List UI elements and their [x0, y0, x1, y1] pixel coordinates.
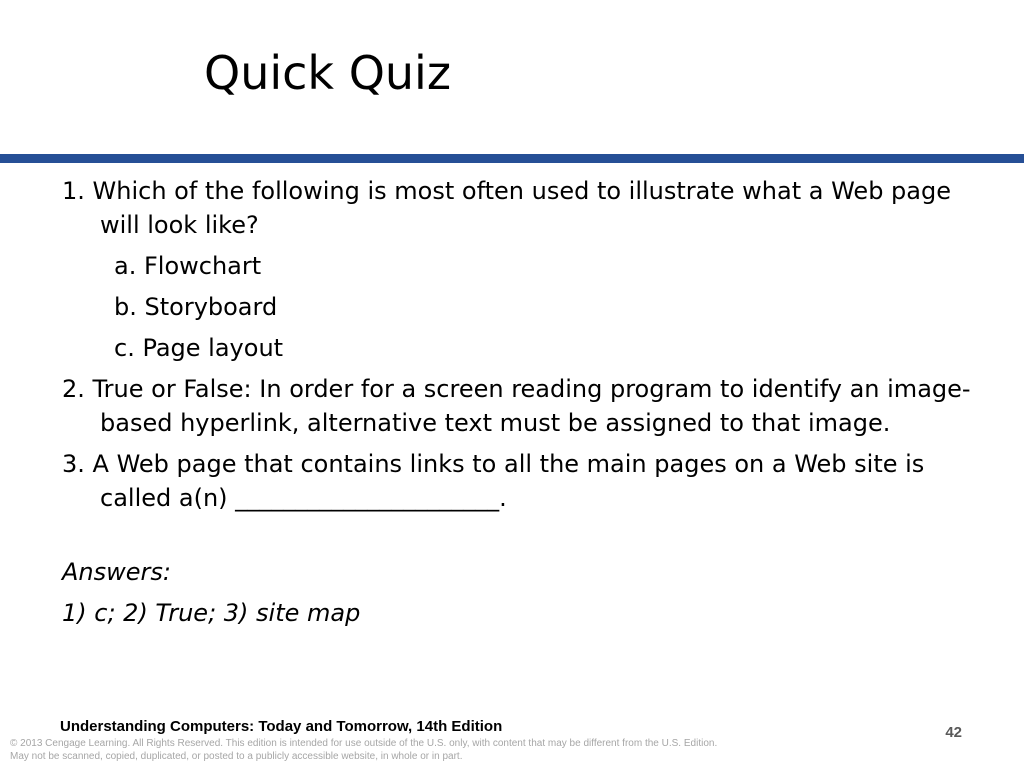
question-3: 3. A Web page that contains links to all the main pages on a Web site is called a(n) ______________________. [62, 450, 925, 512]
copyright-line-2: May not be scanned, copied, duplicated, or posted to a publicly accessible website, in whole or in part. [10, 751, 463, 762]
answers-label: Answers: [62, 558, 171, 586]
copyright-notice [10, 737, 717, 763]
question-1-option-c: c. Page layout [114, 334, 284, 362]
copyright-line-1: © 2013 Cengage Learning. All Rights Reserved. This edition is intended for use outside of the U.S. only, with content that may be different from the U.S. Edition. [10, 738, 718, 749]
title-divider [0, 154, 1024, 163]
page-number: 42 [945, 724, 962, 741]
question-2: 2. True or False: In order for a screen reading program to identify an image-based hyperlink, alternative text must be assigned to that image. [62, 375, 971, 437]
slide-title: Quick Quiz [204, 46, 451, 100]
footer-book-title: Understanding Computers: Today and Tomorrow, 14th Edition [60, 718, 503, 735]
question-1: 1. Which of the following is most often used to illustrate what a Web page will look like? [62, 177, 951, 239]
question-1-option-b: b. Storyboard [114, 293, 278, 321]
answers-text: 1) c; 2) True; 3) site map [62, 599, 361, 627]
quiz-body [62, 174, 982, 630]
question-1-option-a: a. Flowchart [114, 252, 262, 280]
